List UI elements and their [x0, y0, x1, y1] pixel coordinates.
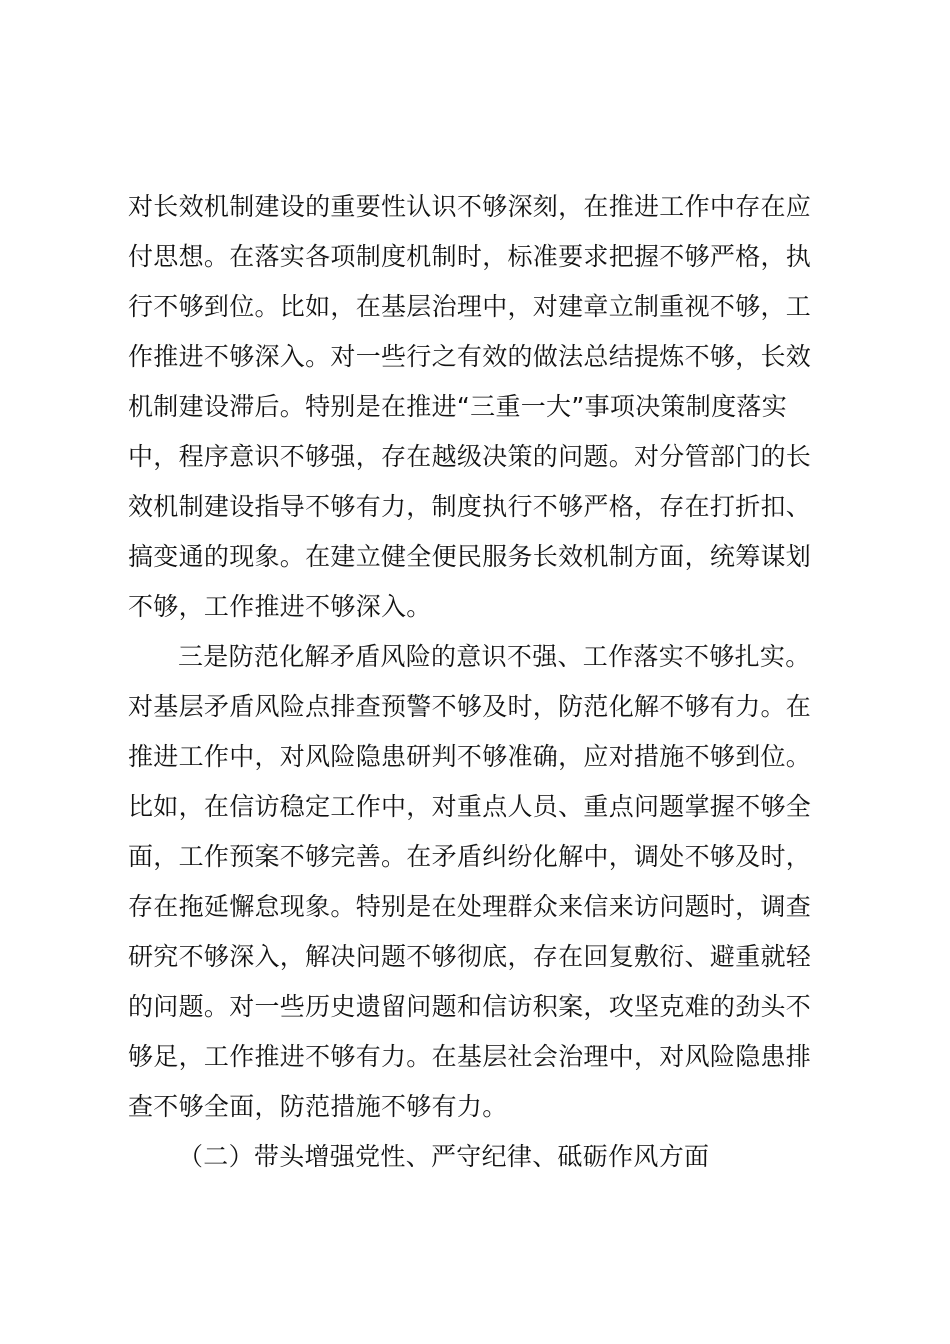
text-line: 研究不够深入，解决问题不够彻底，存在回复敷衍、避重就轻 — [128, 942, 812, 971]
text-line: 对基层矛盾风险点排查预警不够及时，防范化解不够有力。在 — [128, 692, 812, 721]
paragraph-heading-line: 三是防范化解矛盾风险的意识不强、工作落实不够扎实。 — [178, 642, 811, 671]
text-line: 存在拖延懈怠现象。特别是在处理群众来信来访问题时，调查 — [128, 892, 812, 921]
text-line: 对长效机制建设的重要性认识不够深刻，在推进工作中存在应 — [128, 192, 812, 221]
text-line: 中，程序意识不够强，存在越级决策的问题。对分管部门的长 — [128, 442, 812, 471]
text-line: 行不够到位。比如，在基层治理中，对建章立制重视不够，工 — [128, 292, 812, 321]
paragraph-risk-prevention — [128, 632, 828, 1132]
text-line: 付思想。在落实各项制度机制时，标准要求把握不够严格，执 — [128, 242, 812, 271]
text-line: 的问题。对一些历史遗留问题和信访积案，攻坚克难的劲头不 — [128, 992, 812, 1021]
text-line: 推进工作中，对风险隐患研判不够准确，应对措施不够到位。 — [128, 742, 812, 771]
text-line: 不够，工作推进不够深入。 — [128, 592, 432, 621]
text-line: 作推进不够深入。对一些行之有效的做法总结提炼不够，长效 — [128, 342, 812, 371]
text-line: 搞变通的现象。在建立健全便民服务长效机制方面，统筹谋划 — [128, 542, 812, 571]
text-line: 够足，工作推进不够有力。在基层社会治理中，对风险隐患排 — [128, 1042, 812, 1071]
text-line: 效机制建设指导不够有力，制度执行不够严格，存在打折扣、 — [128, 492, 812, 521]
section-heading — [128, 1132, 828, 1182]
section-heading-text: （二）带头增强党性、严守纪律、砥砺作风方面 — [178, 1142, 710, 1171]
text-line: 机制建设滞后。特别是在推进“三重一大”事项决策制度落实 — [128, 392, 788, 421]
text-line: 比如，在信访稳定工作中，对重点人员、重点问题掌握不够全 — [128, 792, 812, 821]
document-body — [128, 182, 828, 1182]
text-line: 面，工作预案不够完善。在矛盾纠纷化解中，调处不够及时， — [128, 842, 812, 871]
paragraph-long-term-mechanism — [128, 182, 828, 632]
text-line: 查不够全面，防范措施不够有力。 — [128, 1092, 508, 1121]
